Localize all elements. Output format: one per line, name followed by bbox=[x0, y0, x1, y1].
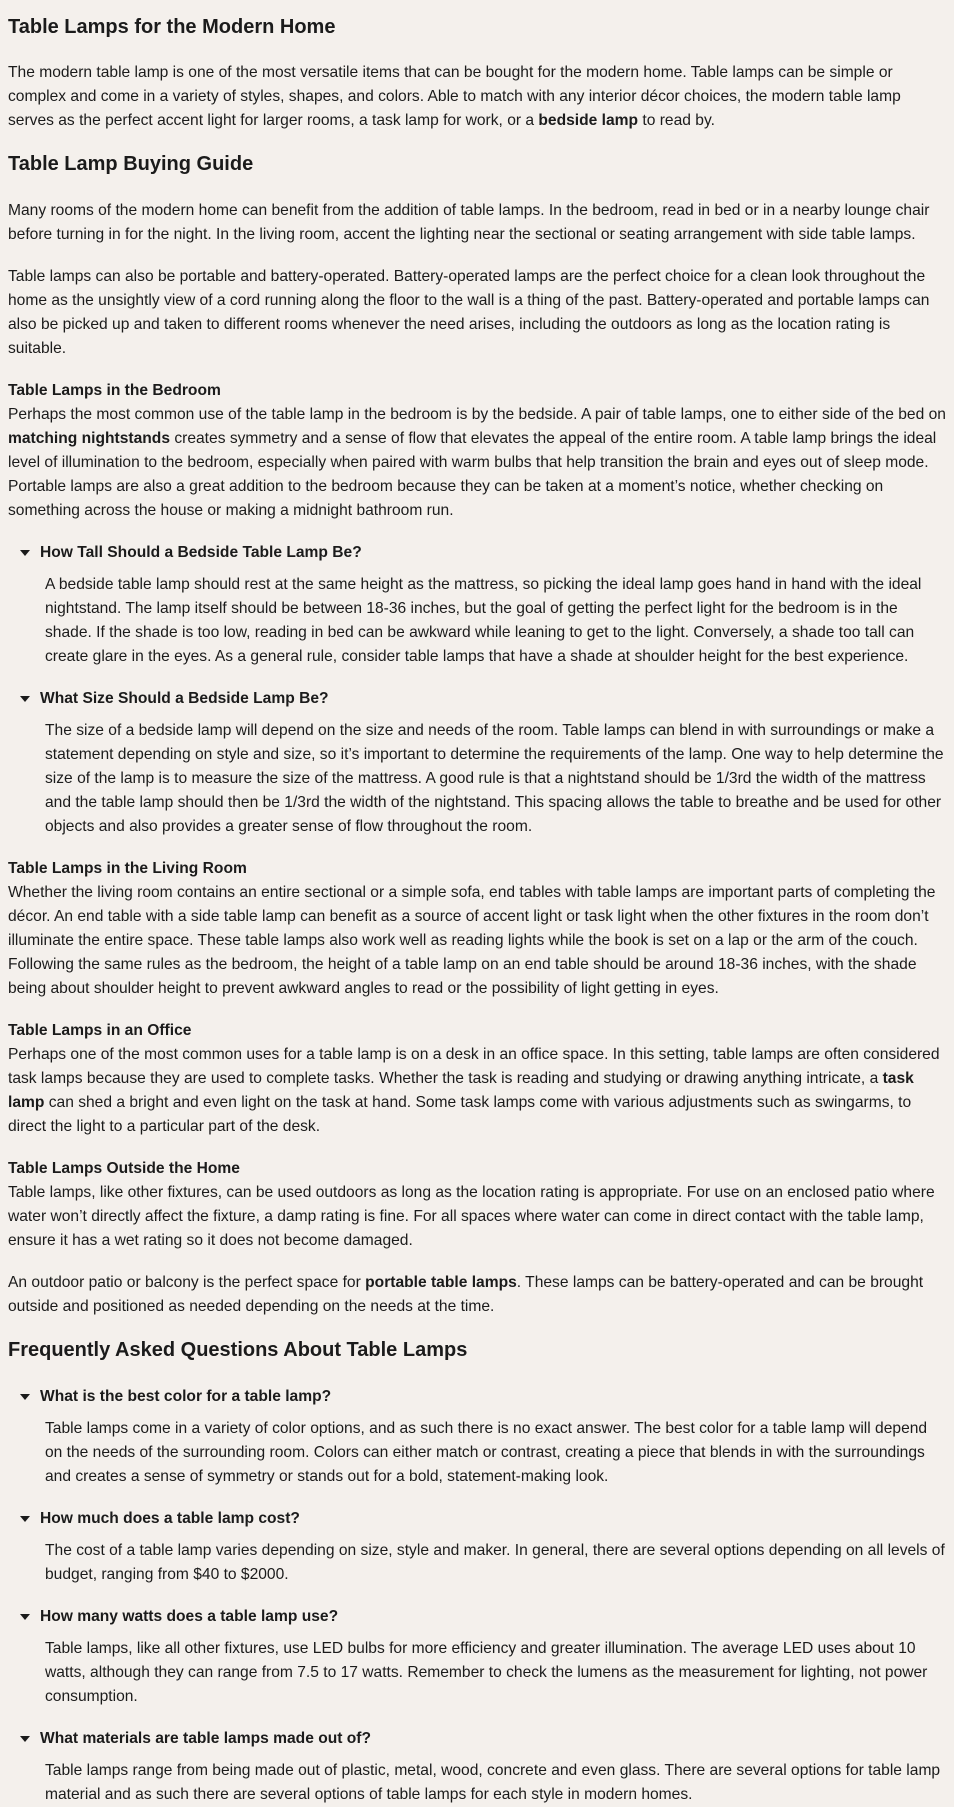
faq-question: What Size Should a Bedside Lamp Be? bbox=[40, 690, 329, 707]
faq-question: What materials are table lamps made out of? bbox=[40, 1730, 372, 1747]
guide-paragraph-2: Table lamps can also be portable and battery-operated. Battery-operated lamps are the perfect choice for a clean look throughout the home as the unsightly view of a cord running along the floor to the wall is a thing of the past. Battery-operated and portable lamps can also be picked up and taken to different rooms whenever the need arises, including the outdoors as long as the location rating is suitable. bbox=[8, 268, 930, 357]
faq-question-toggle[interactable] bbox=[18, 541, 948, 565]
faq-question-toggle[interactable] bbox=[18, 1605, 948, 1629]
faq-answer: Table lamps range from being made out of plastic, metal, wood, concrete and even glass. There are several options for table lamp material and as such there are several options of table lamps for each style in modern homes. bbox=[45, 1762, 941, 1803]
portable-table-lamps-link[interactable]: portable table lamps bbox=[365, 1274, 517, 1291]
caret-down-icon bbox=[20, 550, 30, 556]
office-body: Perhaps one of the most common uses for a table lamp is on a desk in an office space. In this setting, table lamps are often considered task lamps because they are used to complete tasks. Whether the task is reading and studying or drawing anything intricate, a task lamp can shed a bright and even light on the task at hand. Some task lamps come with various adjustments such as swingarms, to direct the light to a particular part of the desk. bbox=[8, 1046, 940, 1135]
faq-item-3 bbox=[8, 1605, 948, 1709]
bedroom-faq-1 bbox=[8, 541, 948, 669]
task-lamp-link[interactable]: task lamp bbox=[8, 1070, 914, 1111]
faq-question-toggle[interactable] bbox=[18, 687, 948, 711]
bedside-lamp-link[interactable]: bedside lamp bbox=[538, 112, 639, 129]
intro-paragraph: The modern table lamp is one of the most versatile items that can be bought for the modern home. Table lamps can be simple or complex and come in a variety of styles, shapes, and colors. Able to match with any interior décor choices, the modern table lamp serves as the perfect accent light for larger rooms, a task lamp for work, or a bedside lamp to read by. bbox=[8, 64, 901, 129]
guide-paragraph-1: Many rooms of the modern home can benefit from the addition of table lamps. In the bedroom, read in bed or in a nearby lounge chair before turning in for the night. In the living room, accent the lighting near the sectional or seating arrangement with side table lamps. bbox=[8, 202, 930, 243]
faq-answer: The size of a bedside lamp will depend on the size and needs of the room. Table lamps can blend in with surroundings or make a statement depending on style and size, so it’s important to determine the requirements of the lamp. One way to help determine the size of the lamp is to measure the size of the mattress. A good rule is that a nightstand should be 1/3rd the width of the mattress and the table lamp should then be 1/3rd the width of the nightstand. This spacing allows the table to breathe and be used for other objects and also provides a greater sense of flow throughout the room. bbox=[45, 722, 944, 835]
matching-nightstands-link[interactable]: matching nightstands bbox=[8, 430, 171, 447]
office-title: Table Lamps in an Office bbox=[8, 1022, 192, 1039]
caret-down-icon bbox=[20, 1394, 30, 1400]
outside-body: Table lamps, like other fixtures, can be used outdoors as long as the location rating is appropriate. For use on an enclosed patio where water won’t directly affect the fixture, a damp rating is fine. For all spaces where water can come in direct contact with the table lamp, ensure it has a wet rating so it does not become damaged. bbox=[8, 1184, 935, 1249]
faq-answer: The cost of a table lamp varies depending on size, style and maker. In general, there are several options depending on all levels of budget, ranging from $40 to $2000. bbox=[45, 1542, 945, 1583]
caret-down-icon bbox=[20, 1614, 30, 1620]
faq-item-1 bbox=[8, 1385, 948, 1489]
living-room-body: Whether the living room contains an entire sectional or a simple sofa, end tables with table lamps are important parts of completing the décor. An end table with a side table lamp can benefit as a source of accent light or task light when the other fixtures in the room don’t illuminate the entire space. These table lamps also work well as reading lights while the book is set on a lap or the arm of the couch. Following the same rules as the bedroom, the height of a table lamp on an end table should be around 18-36 inches, with the shade being about shoulder height to prevent awkward angles to read or the possibility of light getting in eyes. bbox=[8, 884, 936, 997]
faq-question-toggle[interactable] bbox=[18, 1507, 948, 1531]
faq-heading: Frequently Asked Questions About Table Lamps bbox=[8, 1339, 468, 1361]
bedroom-faq-2 bbox=[8, 687, 948, 839]
faq-question: How many watts does a table lamp use? bbox=[40, 1608, 339, 1625]
faq-question: How Tall Should a Bedside Table Lamp Be? bbox=[40, 544, 362, 561]
caret-down-icon bbox=[20, 1516, 30, 1522]
caret-down-icon bbox=[20, 1736, 30, 1742]
page-title: Table Lamps for the Modern Home bbox=[8, 16, 336, 38]
faq-item-4 bbox=[8, 1727, 948, 1807]
outside-paragraph-2: An outdoor patio or balcony is the perfect space for portable table lamps. These lamps can be battery-operated and can be brought outside and positioned as needed depending on the needs at the time. bbox=[8, 1274, 924, 1315]
faq-question: What is the best color for a table lamp? bbox=[40, 1388, 332, 1405]
faq-question: How much does a table lamp cost? bbox=[40, 1510, 300, 1527]
faq-answer: A bedside table lamp should rest at the same height as the mattress, so picking the ideal lamp goes hand in hand with the ideal nightstand. The lamp itself should be between 18-36 inches, but the goal of getting the perfect light for the bedroom is in the shade. If the shade is too low, reading in bed can be awkward while leaning to get to the light. Conversely, a shade too tall can create glare in the eyes. As a general rule, consider table lamps that have a shade at shoulder height for the best experience. bbox=[45, 576, 922, 665]
living-room-title: Table Lamps in the Living Room bbox=[8, 860, 247, 877]
faq-question-toggle[interactable] bbox=[18, 1385, 948, 1409]
bedroom-body: Perhaps the most common use of the table lamp in the bedroom is by the bedside. A pair of table lamps, one to either side of the bed on matching nightstands creates symmetry and a sense of flow that elevates the appeal of the entire room. A table lamp brings the ideal level of illumination to the bedroom, especially when paired with warm bulbs that help transition the brain and eyes out of sleep mode. Portable lamps are also a great addition to the bedroom because they can be taken at a moment’s notice, whether checking on something across the house or making a midnight bathroom run. bbox=[8, 406, 946, 519]
bedroom-title: Table Lamps in the Bedroom bbox=[8, 382, 221, 399]
faq-item-2 bbox=[8, 1507, 948, 1587]
faq-question-toggle[interactable] bbox=[18, 1727, 948, 1751]
buying-guide-heading: Table Lamp Buying Guide bbox=[8, 153, 254, 175]
faq-answer: Table lamps, like all other fixtures, use LED bulbs for more efficiency and greater illumination. The average LED uses about 10 watts, although they can range from 7.5 to 17 watts. Remember to check the lumens as the measurement for lighting, not power consumption. bbox=[45, 1640, 928, 1705]
outside-title: Table Lamps Outside the Home bbox=[8, 1160, 240, 1177]
faq-answer: Table lamps come in a variety of color options, and as such there is no exact answer. The best color for a table lamp will depend on the needs of the surrounding room. Colors can either match or contrast, creating a piece that blends in with the surroundings and creates a sense of symmetry or stands out for a bold, statement-making look. bbox=[45, 1420, 928, 1485]
caret-down-icon bbox=[20, 696, 30, 702]
